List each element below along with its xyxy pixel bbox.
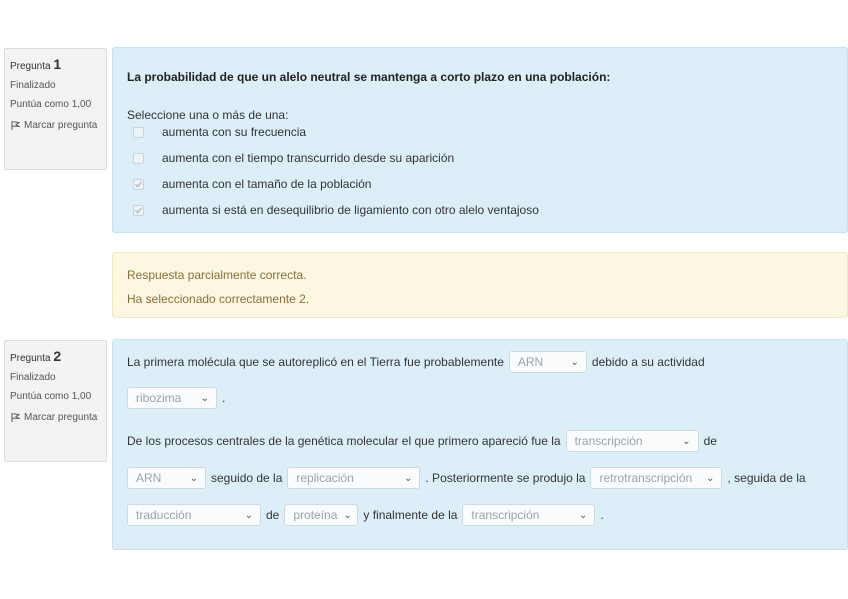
answer-option[interactable]: aumenta si está en desequilibrio de ligamiento con otro alelo ventajoso (133, 203, 539, 217)
question-text-line: ribozima ⌄ . (122, 387, 225, 409)
answer-checkbox[interactable] (133, 153, 144, 164)
question-text-line: De los procesos centrales de la genética molecular el que primero apareció fue la transcripción ⌄ de (127, 430, 717, 452)
question-grade: Puntúa como 1,00 (10, 391, 92, 403)
chevron-down-icon: ⌄ (244, 509, 253, 521)
question-state: Finalizado (10, 372, 56, 384)
answer-select[interactable]: ribozima ⌄ (127, 387, 217, 409)
answer-prompt: Seleccione una o más de una: (127, 108, 289, 122)
answer-select[interactable]: retrotranscripción ⌄ (590, 467, 722, 489)
answer-checkbox[interactable] (133, 179, 144, 190)
feedback-box (112, 252, 848, 318)
answer-select[interactable]: replicación ⌄ (287, 467, 420, 489)
question-text-line: La primera molécula que se autoreplicó en el Tierra fue probablemente ARN ⌄ debido a su actividad (127, 351, 705, 373)
answer-select[interactable]: traducción ⌄ (127, 504, 261, 526)
question-content-1 (112, 47, 848, 233)
answer-option[interactable]: aumenta con el tamaño de la población (133, 177, 371, 191)
flag-question-link[interactable]: Marcar pregunta (10, 119, 101, 132)
feedback-summary: Respuesta parcialmente correcta. (127, 268, 307, 282)
flag-icon (10, 412, 21, 423)
answer-option[interactable]: aumenta con su frecuencia (133, 125, 306, 139)
question-grade: Puntúa como 1,00 (10, 99, 92, 111)
answer-option[interactable]: aumenta con el tiempo transcurrido desde su aparición (133, 151, 454, 165)
feedback-detail: Ha seleccionado correctamente 2. (127, 292, 310, 306)
flag-question-link[interactable]: Marcar pregunta (10, 411, 101, 424)
chevron-down-icon: ⌄ (579, 509, 588, 521)
check-icon (134, 180, 143, 189)
chevron-down-icon: ⌄ (200, 392, 209, 404)
chevron-down-icon: ⌄ (343, 509, 352, 521)
flag-icon (10, 120, 21, 131)
chevron-down-icon: ⌄ (404, 472, 413, 484)
question-state: Finalizado (10, 80, 56, 92)
answer-select[interactable]: ARN ⌄ (509, 351, 587, 373)
question-info-2 (4, 340, 107, 462)
chevron-down-icon: ⌄ (570, 356, 579, 368)
chevron-down-icon: ⌄ (682, 435, 691, 447)
answer-select[interactable]: ARN ⌄ (127, 467, 206, 489)
question-text-line: ARN ⌄ seguido de la replicación ⌄ . Posteriormente se produjo la retrotranscripción ⌄ , seguida de la (122, 467, 806, 489)
chevron-down-icon: ⌄ (706, 472, 715, 484)
chevron-down-icon: ⌄ (189, 472, 198, 484)
question-text-line: traducción ⌄ de proteína ⌄ y finalmente de la transcripción ⌄ . (122, 504, 604, 526)
answer-select[interactable]: proteína ⌄ (284, 504, 358, 526)
answer-checkbox[interactable] (133, 127, 144, 138)
answer-select[interactable]: transcripción ⌄ (566, 430, 699, 452)
question-number: Pregunta 2 (10, 348, 62, 364)
answer-checkbox[interactable] (133, 205, 144, 216)
question-number: Pregunta 1 (10, 56, 62, 72)
check-icon (134, 206, 143, 215)
answer-select[interactable]: transcripción ⌄ (462, 504, 595, 526)
question-info-1 (4, 48, 107, 170)
question-content-2 (112, 339, 848, 550)
question-text: La probabilidad de que un alelo neutral se mantenga a corto plazo en una población: (127, 70, 611, 84)
